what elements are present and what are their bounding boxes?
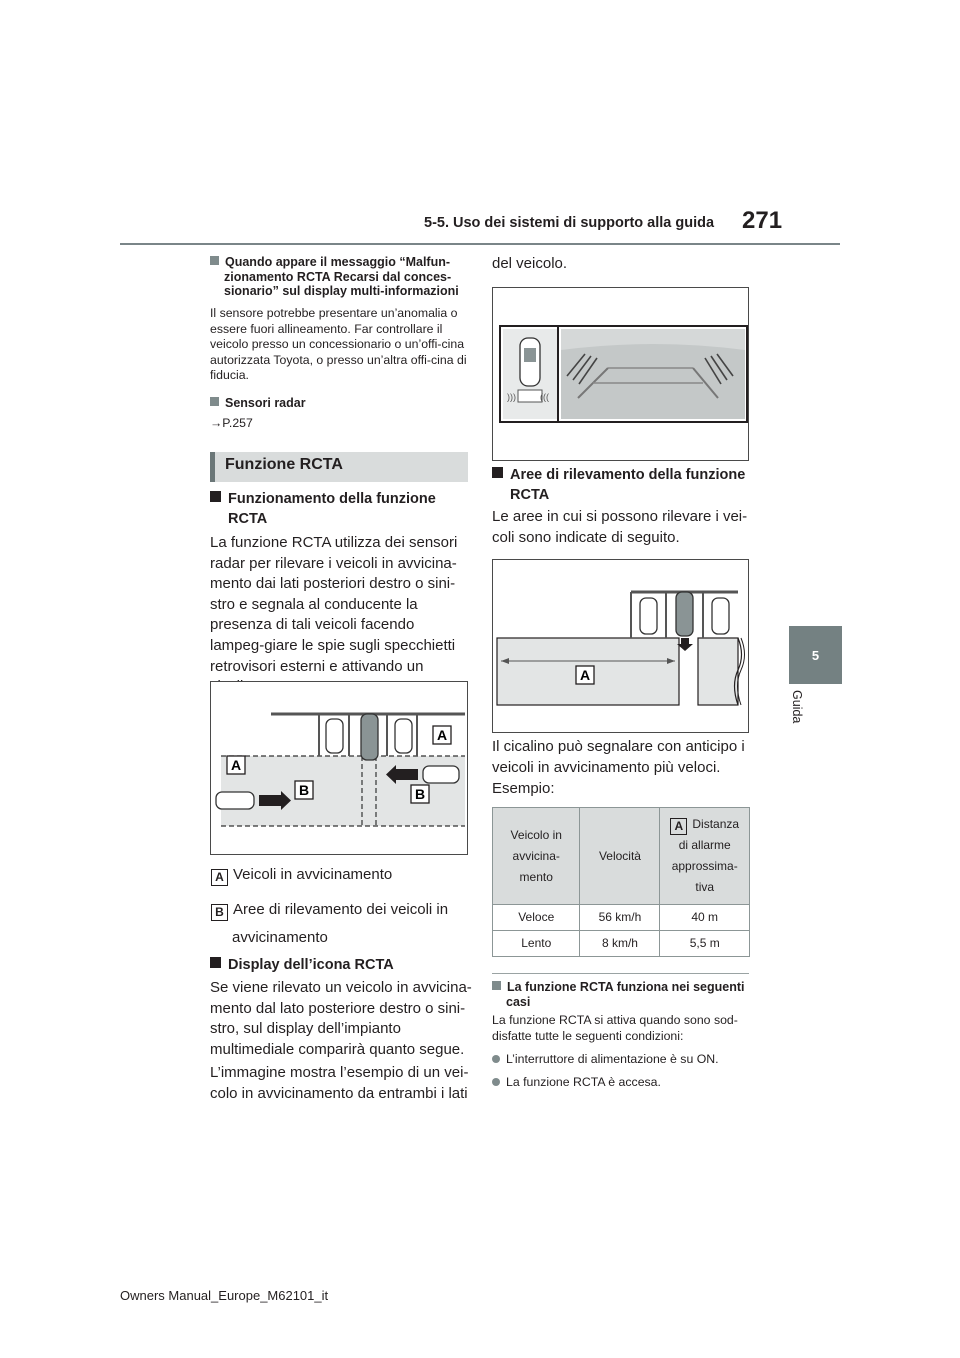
function-heading: Funzionamento della funzione RCTA — [210, 489, 472, 529]
label-a-box: A — [211, 869, 228, 886]
table-row — [493, 931, 750, 957]
parking-diagram-icon — [211, 682, 467, 854]
svg-text:A: A — [579, 667, 591, 683]
table-cell: Lento — [493, 931, 580, 957]
header-vehicle: Veicolo in avvicina-mento — [493, 808, 580, 905]
condition-item-2: La funzione RCTA è accesa. — [492, 1075, 754, 1091]
figure-parking-detection — [210, 681, 468, 855]
svg-text:B: B — [414, 786, 426, 802]
malfunction-body: Il sensore potrebbe presentare un’anomalia o essere fuori allineamento. Far controllare il veicolo presso un concessionario o un’offi-cina autorizzata Toyota, o presso un’altra offi-cina di fiducia. — [210, 306, 467, 382]
detection-area-diagram-icon — [493, 560, 748, 732]
icon-display-heading: Display dell’icona RCTA — [210, 955, 394, 975]
chapter-number: 5 — [811, 647, 820, 663]
icon-display-body-1: Se viene rilevato un veicolo in avvicina-mento dal lato posteriore destro o sini-stro, sul display dell’impianto multimediale comparirà quanto segue. — [210, 979, 472, 1058]
icon-display-body-2: L’immagine mostra l’esempio di un vei-colo in avvicinamento da entrambi i lati — [210, 1064, 469, 1102]
table-cell: 40 m — [660, 905, 750, 931]
radar-page-link[interactable]: →P.257 — [210, 416, 253, 430]
table-cell: 5,5 m — [660, 931, 750, 957]
svg-text:A: A — [436, 727, 448, 743]
square-bullet-icon — [210, 256, 219, 265]
round-bullet-icon — [492, 1078, 500, 1086]
label-a-box: A — [670, 818, 687, 835]
conditions-heading: La funzione RCTA funziona nei seguenti casi — [492, 980, 768, 1009]
areas-body: Le aree in cui si possono rilevare i vei-coli sono indicate di seguito. — [492, 508, 748, 546]
table-cell: 56 km/h — [580, 905, 660, 931]
label-b-box: B — [211, 904, 228, 921]
square-bullet-icon — [492, 467, 503, 478]
function-body: La funzione RCTA utilizza dei sensori radar per rilevare i veicoli in avvicina-mento dai lati posteriori destro o sini-stro e segnala al conducente la presenza di tali veicoli facendo lampeg-giare le spie sugli specchietti retrovisori esterni e attivando un — [210, 534, 458, 675]
example-label: Esempio: — [492, 780, 555, 797]
legend-b: B Aree di rilevamento dei veicoli in — [211, 900, 473, 921]
table-cell: Veloce — [493, 905, 580, 931]
buzzer-body: Il cicalino può segnalare con anticipo i veicoli in avvicinamento più veloci. — [492, 738, 745, 776]
condition-item-1: L’interruttore di alimentazione è su ON. — [492, 1052, 754, 1068]
chapter-tab[interactable] — [789, 626, 842, 684]
header-distance: A Distanza di allarme approssima-tiva — [660, 808, 750, 905]
page-number: 271 — [742, 207, 783, 234]
header-speed: Velocità — [580, 808, 660, 905]
square-bullet-icon — [210, 957, 221, 968]
footer-document-id: Owners Manual_Europe_M62101_it — [120, 1288, 329, 1303]
round-bullet-icon — [492, 1055, 500, 1063]
table-cell: 8 km/h — [580, 931, 660, 957]
malfunction-heading: Quando appare il messaggio “Malfun-zionamento RCTA Recarsi dal conces-sionario” sul display multi-informazioni — [210, 255, 486, 299]
divider — [492, 973, 749, 974]
figure-detection-areas — [492, 559, 749, 733]
chapter-label-wrap — [786, 690, 806, 740]
continued-text: del veicolo. — [492, 255, 568, 272]
conditions-body: La funzione RCTA si attiva quando sono sod-disfatte tutte le seguenti condizioni: — [492, 1013, 738, 1043]
figure-multimedia-display — [492, 287, 749, 461]
section-title: Funzione RCTA — [225, 456, 343, 473]
legend-b-line2: avvicinamento — [232, 929, 328, 946]
svg-text:(((: ((( — [540, 392, 549, 402]
warning-distance-table — [492, 807, 750, 957]
svg-text:B: B — [298, 782, 310, 798]
svg-text:))): ))) — [507, 392, 516, 402]
header-section-title: 5-5. Uso dei sistemi di supporto alla guida — [424, 215, 715, 231]
table-header-row — [493, 808, 750, 905]
square-bullet-icon — [210, 491, 221, 502]
areas-heading: Aree di rilevamento della funzione RCTA — [492, 465, 754, 505]
legend-a: A Veicoli in avvicinamento — [211, 865, 392, 886]
radar-heading: Sensori radar — [210, 396, 306, 411]
rear-camera-screen-icon — [493, 288, 748, 460]
section-heading-bar — [210, 452, 468, 482]
header-rule — [120, 243, 840, 245]
square-bullet-icon — [492, 981, 501, 990]
table-row — [493, 905, 750, 931]
svg-text:A: A — [230, 757, 242, 773]
square-bullet-icon — [210, 397, 219, 406]
chapter-label: Guida — [790, 690, 804, 724]
